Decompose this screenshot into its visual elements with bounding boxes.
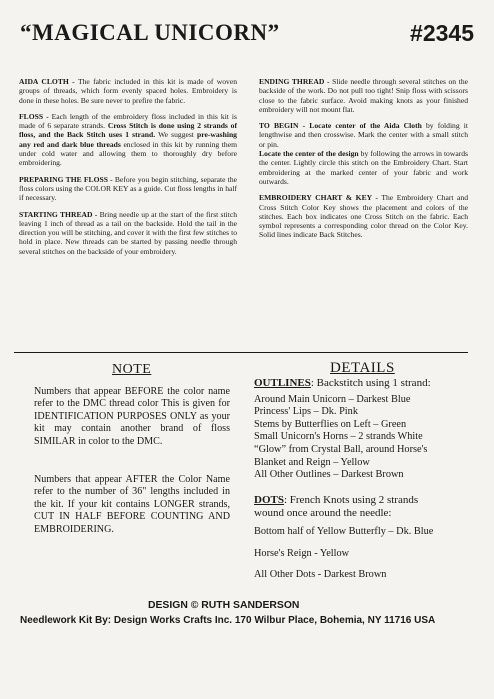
ending-thread-paragraph: ENDING THREAD - Slide needle through several stitches on the backside of the work. Do not pull too tight! Snip floss with scissors close to the fabric surface. Avoid making knots as your finished embroidery will not mount flat. — [259, 77, 468, 114]
page-title: “MAGICAL UNICORN” — [20, 20, 280, 45]
aida-cloth-label: AIDA CLOTH - — [19, 77, 75, 86]
preparing-floss-label: PREPARING THE FLOSS - — [19, 174, 113, 184]
instructions-right-column — [259, 77, 468, 247]
outline-item: Princess' Lips – Dk. Pink — [254, 406, 358, 418]
starting-thread-paragraph: STARTING THREAD - Bring needle up at the start of the first stitch leaving 1 inch of thread as a tail on the backside. Hold the tail in the direction you will be stitching, and cover it with the first few stitches to hold in place. New threads can be started by passing needle through several stitches on the backside of your embroidery. — [19, 209, 237, 256]
section-divider — [14, 352, 468, 353]
dot-item: Bottom half of Yellow Butterfly – Dk. Blue — [254, 526, 434, 537]
outlines-section — [254, 377, 474, 482]
outline-item: All Other Outlines – Darkest Brown — [254, 469, 404, 481]
preparing-floss-paragraph: PREPARING THE FLOSS - Before you begin stitching, separate the floss colors using the COLOR KEY as a guide. Cut floss lengths in half if necessary. — [19, 174, 237, 203]
chart-key-label: EMBROIDERY CHART & KEY - — [259, 193, 378, 203]
note-paragraph-before: Numbers that appear BEFORE the color name refer to the DMC thread color This is given for IDENTIFICATION PURPOSES ONLY as your kit may contain another brand of floss SIMILAR in color to the DMC. — [34, 386, 230, 447]
to-begin-label: TO BEGIN - — [259, 121, 306, 131]
outlines-heading: OUTLINES: Backstitch using 1 strand: — [254, 377, 431, 389]
kit-number: #2345 — [410, 20, 474, 46]
designer-credit: DESIGN © RUTH SANDERSON — [148, 600, 300, 611]
dots-heading: DOTS: French Knots using 2 strands — [254, 494, 419, 506]
dots-heading-line2: wound once around the needle: — [254, 506, 392, 519]
dots-heading-block — [254, 494, 474, 519]
outlines-label: OUTLINES — [254, 377, 311, 389]
note-paragraph-after: Numbers that appear AFTER the Color Name refer to the number of 36" lengths included in the kit. If your kit contains LONGER strands, CUT IN HALF BEFORE COUNTING AND EMBROIDERING. — [34, 474, 230, 535]
dot-item: Horse's Reign - Yellow — [254, 547, 350, 559]
outline-item: “Glow” from Crystal Ball, around Horse's — [254, 443, 428, 455]
starting-thread-label: STARTING THREAD - — [19, 209, 98, 219]
instructions-left-column — [19, 77, 237, 263]
ending-thread-label: ENDING THREAD - — [259, 77, 330, 86]
dots-label: DOTS — [254, 494, 284, 506]
details-heading: DETAILS — [330, 360, 395, 376]
chart-key-paragraph: EMBROIDERY CHART & KEY - The Embroidery Chart and Cross Stitch Color Key shows the placement and colors of the stitches. Each box indicates one Cross Stitch on the fabric. Each symbol represents a corresponding color thread on the Color Key. Solid lines indicate Back Stitches. — [259, 193, 468, 240]
to-begin-paragraph: TO BEGIN - Locate center of the Aida Cloth by folding it lengthwise and then crosswise. Mark the center with a small stitch or pin. Locate the center of the design by following the arrows in towards the center. Lightly circle this stitch on the Embroidery Chart. Start embroidering at the marked center of your fabric and work outwards. — [259, 121, 469, 186]
note-heading: NOTE — [112, 362, 152, 377]
floss-label: FLOSS - — [19, 111, 49, 121]
floss-paragraph: FLOSS - Each length of the embroidery floss included in this kit is made of 6 separate strands. Cross Stitch is done using 2 strands of floss, and the Back Stitch uses 1 strand. We suggest pre-washing any red and dark blue threads enclosed in this kit by running them under cold water and allowing them to thoroughly dry before embroidering. — [19, 111, 237, 168]
kit-maker-credit: Needlework Kit By: Design Works Crafts Inc. 170 Wilbur Place, Bohemia, NY 11716 USA — [20, 615, 436, 626]
outline-item: Small Unicorn's Horns – 2 strands White — [254, 431, 423, 443]
outline-item: Stems by Butterflies on Left – Green — [254, 418, 407, 430]
outline-item: Around Main Unicorn – Darkest Blue — [254, 393, 411, 405]
outline-item: Blanket and Reign – Yellow — [254, 456, 370, 468]
aida-cloth-paragraph: AIDA CLOTH - The fabric included in this kit is made of woven groups of threads, which form evenly spaced holes. Embroidery is done in these holes. Be sure never to prefire the fabric. — [19, 77, 237, 105]
dots-section — [254, 526, 474, 582]
dot-item: All Other Dots - Darkest Brown — [254, 569, 387, 581]
